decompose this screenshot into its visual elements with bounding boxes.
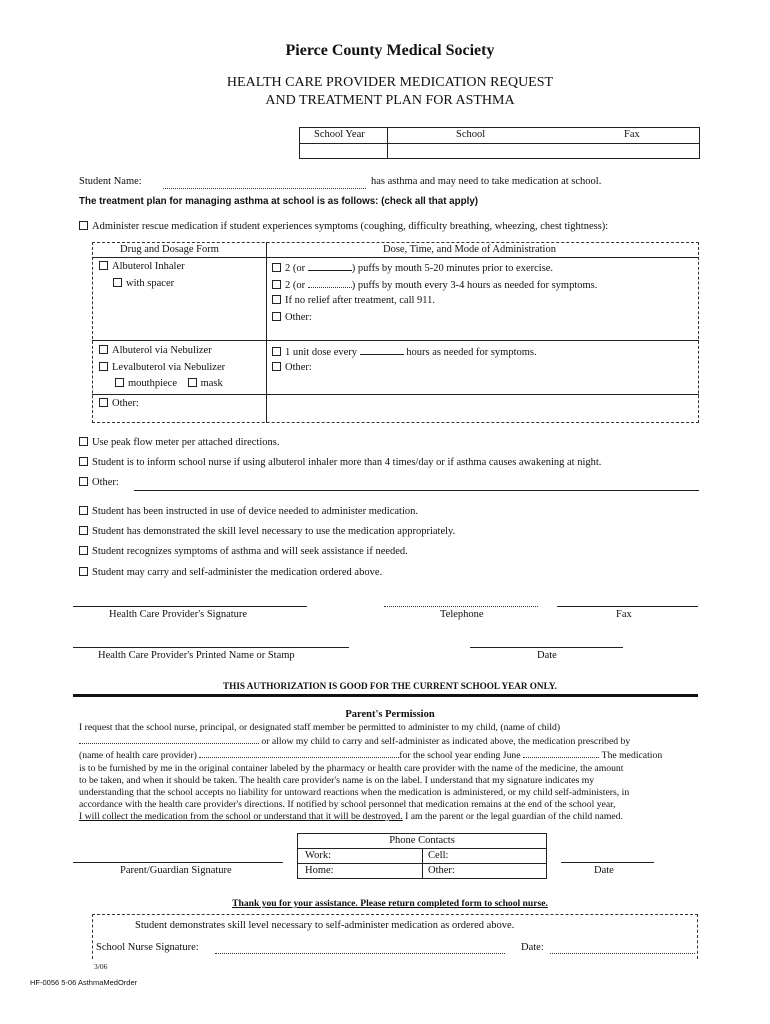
dose-exercise-option[interactable] [272,261,553,274]
dose-exercise-puffs-field[interactable] [308,261,352,271]
school-field[interactable] [388,144,588,158]
mouthpiece-label: mouthpiece [128,378,177,389]
plan-heading: The treatment plan for managing asthma at school is as follows: (check all that apply) [79,196,479,207]
nebulizer-interval-field[interactable] [360,345,404,355]
cell-phone-label: Cell: [428,850,449,861]
nebulizer-dose-checkbox[interactable] [272,347,281,356]
demonstrated-option[interactable] [79,526,455,537]
permission-line-7: accordance with the health care provider's directions. If notified by school personnel that medication remains at the end of the school year, [79,799,616,811]
instructed-label: Student has been instructed in use of device needed to administer medication. [92,506,418,517]
dose-symptoms-checkbox[interactable] [272,280,281,289]
rescue-option[interactable] [79,221,608,232]
fax-label: Fax [624,129,640,140]
nurse-date-field[interactable] [550,953,695,954]
school-year-field[interactable] [300,144,386,158]
permission-line-4: is to be furnished by me in the original container labeled by the pharmacy or health care provider with the name of the medicine, the amount [79,762,624,774]
thank-you-note: Thank you for your assistance. Please return completed form to school nurse. [232,898,548,909]
other-drug-option[interactable] [99,398,139,409]
inform-nurse-label: Student is to inform school nurse if using albuterol inhaler more than 4 times/day or if asthma causes awakening at night. [92,457,602,468]
rescue-label: Administer rescue medication if student experiences symptoms (coughing, difficulty breathing, wheezing, chest tightness): [92,221,609,232]
telephone-label: Telephone [440,609,484,620]
nebulizer-dose-suffix: hours as needed for symptoms. [406,347,537,358]
permission-line-6: understanding that the school accepts no liability for untoward reactions when the medication is administered, or my child self-administers, in [79,787,630,799]
spacer-label: with spacer [126,278,175,289]
provider-signature-field[interactable] [73,606,307,607]
provider-name-field[interactable] [199,748,399,758]
printed-name-label: Health Care Provider's Printed Name or Stamp [98,650,295,661]
call-911-checkbox[interactable] [272,295,281,304]
nebulizer-other-option[interactable] [272,362,312,373]
parent-permission-heading: Parent's Permission [345,709,435,720]
nurse-signature-label: School Nurse Signature: [96,942,199,953]
permission-line-5: to be taken, and when it should be taken. The health care provider's name is on the label. I understand that my signature indicates my [79,774,595,786]
section-divider [73,694,698,697]
albuterol-inhaler-checkbox[interactable] [99,261,108,270]
mask-checkbox[interactable] [188,378,197,387]
rescue-checkbox[interactable] [79,221,88,230]
telephone-field[interactable] [384,606,538,607]
demonstrated-checkbox[interactable] [79,526,88,535]
phone-contacts-title: Phone Contacts [389,835,455,846]
school-year-label: School Year [314,129,365,140]
guardian-signature-label: Parent/Guardian Signature [120,865,232,876]
albuterol-nebulizer-label: Albuterol via Nebulizer [112,345,212,356]
guardian-date-field[interactable] [561,862,654,863]
col-dose-header: Dose, Time, and Mode of Administration [383,244,556,255]
other-instructions-option[interactable] [79,477,119,488]
provider-signature-label: Health Care Provider's Signature [109,609,248,620]
nebulizer-dose-option[interactable] [272,345,537,358]
other-drug-checkbox[interactable] [99,398,108,407]
dose-exercise-prefix: 2 (or [285,263,306,274]
spacer-checkbox[interactable] [113,278,122,287]
peak-flow-option[interactable] [79,437,279,448]
other-instructions-field[interactable] [134,490,699,491]
year-ending-field[interactable] [523,748,597,758]
self-carry-checkbox[interactable] [79,567,88,576]
recognizes-checkbox[interactable] [79,546,88,555]
dose-exercise-checkbox[interactable] [272,263,281,272]
authorization-note: THIS AUTHORIZATION IS GOOD FOR THE CURRENT SCHOOL YEAR ONLY. [223,681,557,691]
dose-symptoms-prefix: 2 (or [285,280,306,291]
mouthpiece-checkbox[interactable] [115,378,124,387]
guardian-signature-field[interactable] [73,862,283,863]
inform-nurse-checkbox[interactable] [79,457,88,466]
nurse-date-label: Date: [521,942,544,953]
permission-line-3: (name of health care provider) for the school year ending June . The medication [79,750,663,762]
provider-date-label: Date [537,650,557,661]
form-title-line2: AND TREATMENT PLAN FOR ASTHMA [265,93,515,108]
student-statement: has asthma and may need to take medication at school. [371,176,602,187]
levalbuterol-nebulizer-checkbox[interactable] [99,362,108,371]
call-911-option[interactable] [272,295,435,306]
other-phone-label: Other: [428,865,455,876]
form-title-line1: HEALTH CARE PROVIDER MEDICATION REQUEST [226,75,554,90]
albuterol-nebulizer-checkbox[interactable] [99,345,108,354]
peak-flow-checkbox[interactable] [79,437,88,446]
dose-exercise-suffix: ) puffs by mouth 5-20 minutes prior to exercise. [351,263,554,274]
nebulizer-dose-prefix: 1 unit dose every [285,347,358,358]
albuterol-nebulizer-option[interactable] [99,345,212,356]
albuterol-inhaler-label: Albuterol Inhaler [112,261,185,272]
work-phone-label: Work: [305,850,331,861]
recognizes-label: Student recognizes symptoms of asthma and will seek assistance if needed. [92,546,408,557]
student-name-field[interactable] [163,188,366,189]
peak-flow-label: Use peak flow meter per attached directions. [92,437,280,448]
mask-label: mask [200,378,223,389]
inform-nurse-option[interactable] [79,457,601,468]
child-name-field[interactable] [79,734,259,744]
school-label: School [456,129,486,140]
recognizes-option[interactable] [79,546,408,557]
albuterol-inhaler-option[interactable] [99,261,185,272]
revision-date: 3/06 [94,962,108,971]
demonstrated-label: Student has demonstrated the skill level necessary to use the medication appropriately. [92,526,456,537]
form-code: HF-0056 5-06 AsthmaMedOrder [30,978,138,987]
nebulizer-delivery-options [115,378,223,389]
nebulizer-other-label: Other: [285,362,312,373]
nurse-demonstrates-label: Student demonstrates skill level necessary to self-administer medication as ordered above. [135,920,515,931]
spacer-option[interactable] [113,278,174,289]
nebulizer-other-checkbox[interactable] [272,362,281,371]
levalbuterol-nebulizer-label: Levalbuterol via Nebulizer [112,362,226,373]
other-instructions-label: Other: [92,477,119,488]
dose-other-label: Other: [285,312,312,323]
parent-permission-text [79,722,699,824]
provider-fax-label: Fax [616,609,632,620]
instructed-option[interactable] [79,506,418,517]
self-carry-label: Student may carry and self-administer the medication ordered above. [92,567,383,578]
permission-line-8: I will collect the medication from the school or understand that it will be destroyed. I am the parent or the legal guardian of the child named. [79,811,623,823]
student-name-label: Student Name: [79,176,142,187]
other-instructions-checkbox[interactable] [79,477,88,486]
printed-name-field[interactable] [73,647,349,648]
call-911-label: If no relief after treatment, call 911. [285,295,436,306]
home-phone-label: Home: [305,865,334,876]
guardian-date-label: Date [594,865,614,876]
permission-line-2: or allow my child to carry and self-administer as indicated above, the medication prescribed by [79,734,699,748]
col-drug-header: Drug and Dosage Form [120,244,219,255]
nurse-signature-field[interactable] [215,953,505,954]
dose-symptoms-option[interactable] [272,278,597,291]
other-drug-label: Other: [112,398,139,409]
instructed-checkbox[interactable] [79,506,88,515]
self-carry-option[interactable] [79,567,382,578]
permission-line-1: I request that the school nurse, principal, or designated staff member be permitted to administer to my child, (name of child) [79,722,561,733]
dose-symptoms-suffix: ) puffs by mouth every 3-4 hours as needed for symptoms. [351,280,598,291]
dose-symptoms-puffs-field[interactable] [308,278,352,288]
levalbuterol-nebulizer-option[interactable] [99,362,225,373]
dose-other-option[interactable] [272,312,312,323]
provider-fax-field[interactable] [557,606,698,607]
dose-other-checkbox[interactable] [272,312,281,321]
provider-date-field[interactable] [470,647,623,648]
org-name: Pierce County Medical Society [285,42,495,59]
fax-field[interactable] [590,144,699,158]
